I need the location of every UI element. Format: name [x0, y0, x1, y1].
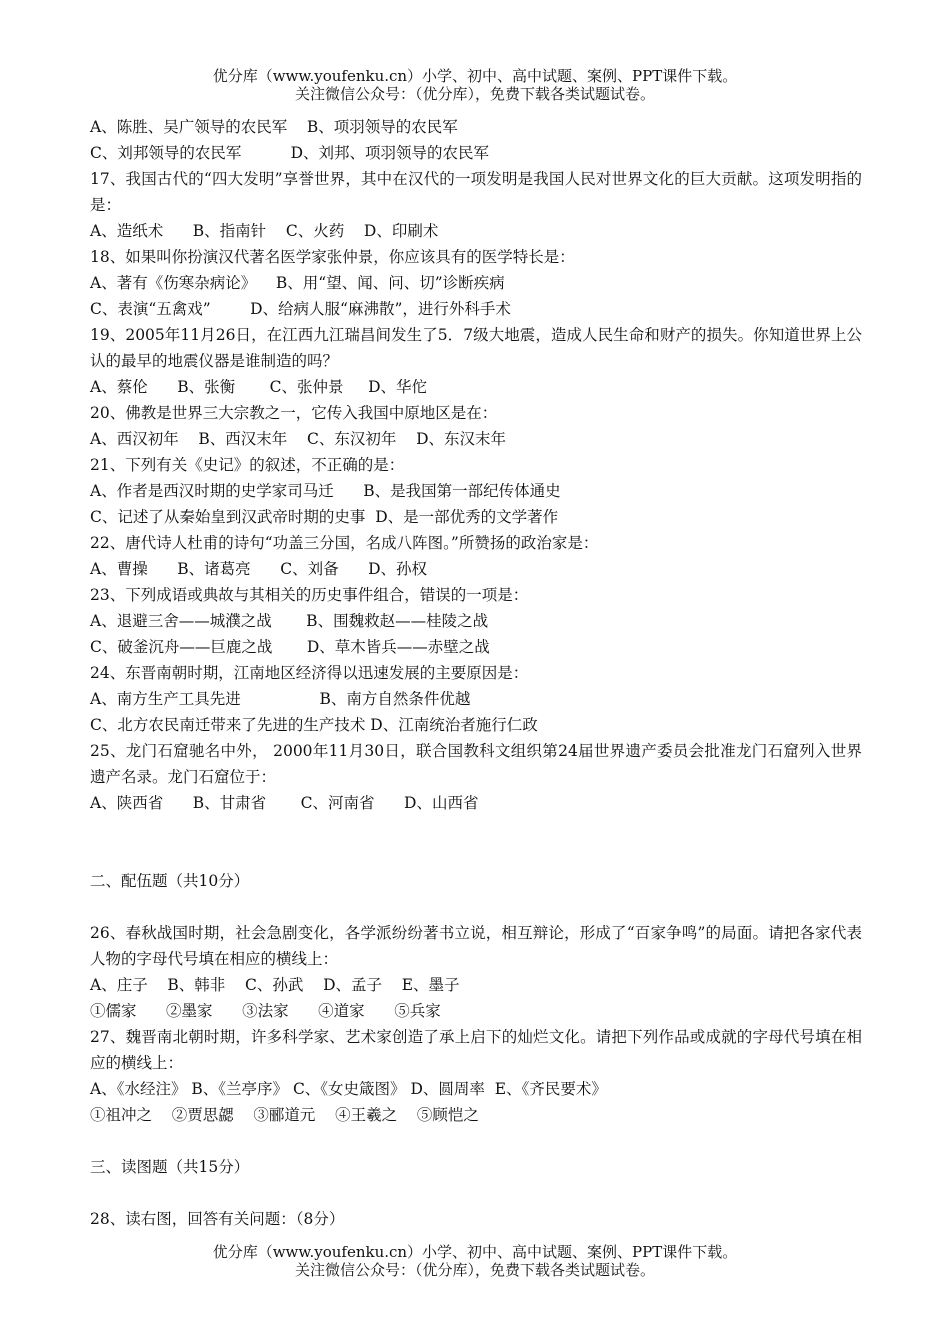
header-line-1: 优分库（www.youfenku.cn）小学、初中、高中试题、案例、PPT课件下载。	[212, 67, 738, 85]
q25-stem: 25、龙门石窟驰名中外， 2000年11月30日，联合国教科文组织第24届世界遗产委员会批准龙门石窟列入世界遗产名录。龙门石窟位于：	[90, 742, 862, 786]
q21-options-row-2: C、记述了从秦始皇到汉武帝时期的史事 D、是一部优秀的文学著作	[90, 508, 559, 526]
q27-stem: 27、魏晋南北朝时期，许多科学家、艺术家创造了承上启下的灿烂文化。请把下列作品或成就的字母代号填在相应的横线上：	[90, 1028, 862, 1072]
q20-options: A、西汉初年 B、西汉末年 C、东汉初年 D、东汉末年	[90, 430, 506, 448]
q21-options-row-1: A、作者是西汉时期的史学家司马迁 B、是我国第一部纪传体通史	[90, 482, 561, 500]
q20-stem: 20、佛教是世界三大宗教之一，它传入我国中原地区是在：	[90, 404, 498, 422]
q27-works: A、《水经注》 B、《兰亭序》 C、《女史箴图》 D、圆周率 E、《齐民要术》	[90, 1080, 607, 1098]
q22-options: A、曹操 B、诸葛亮 C、刘备 D、孙权	[90, 560, 428, 578]
page-header	[0, 67, 950, 103]
q19-stem: 19、2005年11月26日，在江西九江瑞昌间发生了5．7级大地震，造成人民生命和财产的损失。你知道世界上公认的最早的地震仪器是谁制造的吗？	[90, 326, 862, 370]
q22-stem: 22、唐代诗人杜甫的诗句“功盖三分国，名成八阵图。”所赞扬的政治家是：	[90, 534, 599, 552]
q19-options: A、蔡伦 B、张衡 C、张仲景 D、华佗	[90, 378, 428, 396]
page-footer	[0, 1243, 950, 1279]
spacer	[90, 816, 862, 868]
section-2-title: 二、配伍题（共10分）	[90, 872, 250, 890]
q21-stem: 21、下列有关《史记》的叙述，不正确的是：	[90, 456, 405, 474]
q17-options: A、造纸术 B、指南针 C、火药 D、印刷术	[90, 222, 439, 240]
exam-content	[90, 114, 862, 1232]
q26-schools: ①儒家 ②墨家 ③法家 ④道家 ⑤兵家	[90, 1002, 441, 1020]
q26-people: A、庄子 B、韩非 C、孙武 D、孟子 E、墨子	[90, 976, 460, 994]
q18-stem: 18、如果叫你扮演汉代著名医学家张仲景，你应该具有的医学特长是：	[90, 248, 575, 266]
q23-options-row-1: A、退避三舍——城濮之战 B、围魏救赵——桂陵之战	[90, 612, 489, 630]
q25-options: A、陕西省 B、甘肃省 C、河南省 D、山西省	[90, 794, 479, 812]
q26-stem: 26、春秋战国时期，社会急剧变化，各学派纷纷著书立说，相互辩论，形成了“百家争鸣”的局面。请把各家代表人物的字母代号填在相应的横线上：	[90, 924, 862, 968]
q16-options-row-2: C、刘邦领导的农民军 D、刘邦、项羽领导的农民军	[90, 144, 490, 162]
q23-options-row-2: C、破釜沉舟——巨鹿之战 D、草木皆兵——赤壁之战	[90, 638, 490, 656]
footer-line-1: 优分库（www.youfenku.cn）小学、初中、高中试题、案例、PPT课件下载。	[212, 1243, 738, 1261]
header-line-2: 关注微信公众号：（优分库），免费下载各类试题试卷。	[294, 85, 655, 103]
spacer	[90, 1128, 862, 1154]
q18-options-row-1: A、著有《伤寒杂病论》 B、用“望、闻、问、切”诊断疾病	[90, 274, 505, 292]
q16-options-row-1: A、陈胜、吴广领导的农民军 B、项羽领导的农民军	[90, 118, 458, 136]
q28-stem: 28、读右图，回答有关问题：（8分）	[90, 1210, 345, 1228]
q18-options-row-2: C、表演“五禽戏” D、给病人服“麻沸散”，进行外科手术	[90, 300, 511, 318]
spacer	[90, 1180, 862, 1206]
q24-options-row-1: A、南方生产工具先进 B、南方自然条件优越	[90, 690, 471, 708]
footer-line-2: 关注微信公众号：（优分库），免费下载各类试题试卷。	[294, 1261, 655, 1279]
q24-options-row-2: C、北方农民南迁带来了先进的生产技术 D、江南统治者施行仁政	[90, 716, 538, 734]
q17-stem: 17、我国古代的“四大发明”享誉世界，其中在汉代的一项发明是我国人民对世界文化的巨大贡献。这项发明指的是：	[90, 170, 862, 214]
section-3-title: 三、读图题（共15分）	[90, 1158, 250, 1176]
spacer	[90, 894, 862, 920]
q24-stem: 24、东晋南朝时期，江南地区经济得以迅速发展的主要原因是：	[90, 664, 529, 682]
q27-people: ①祖冲之 ②贾思勰 ③郦道元 ④王羲之 ⑤顾恺之	[90, 1106, 479, 1124]
q23-stem: 23、下列成语或典故与其相关的历史事件组合，错误的一项是：	[90, 586, 529, 604]
